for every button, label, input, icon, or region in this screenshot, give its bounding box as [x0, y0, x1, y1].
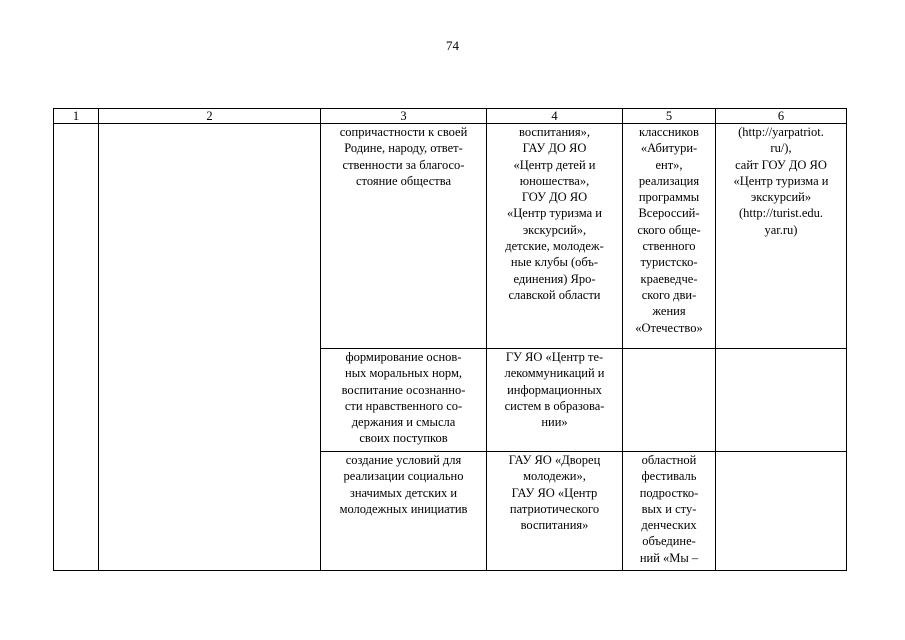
table-cell-col4: [487, 452, 623, 571]
header-cell: 5: [623, 109, 716, 124]
table-cell-col3: [321, 124, 487, 349]
header-cell: 3: [321, 109, 487, 124]
table-cell-col5: [623, 452, 716, 571]
cell-text: ГАУ ЯО «Дворец молодежи», ГАУ ЯО «Центр патриотического воспитания»: [508, 453, 601, 533]
cell-text: областной фестиваль подростко- вых и сту- денческих объедине- ний «Мы –: [639, 453, 699, 565]
table-cell-col5: [623, 349, 716, 452]
table-cell-col6: [716, 349, 847, 452]
table-cell-col4: [487, 349, 623, 452]
header-cell: 2: [99, 109, 321, 124]
cell-text: формирование основ- ных моральных норм, воспитание осознанно- сти нравственного со- держания и смысла своих поступков: [341, 350, 466, 446]
table-cell-col5: [623, 124, 716, 349]
header-cell: 4: [487, 109, 623, 124]
page-number: 74: [446, 38, 459, 53]
table-cell-col3: [321, 452, 487, 571]
table-header-row: [54, 109, 847, 124]
cell-text: создание условий для реализации социально значимых детских и молодежных инициатив: [339, 453, 468, 516]
cell-text: ГУ ЯО «Центр те- лекоммуникаций и информационных систем в образова- нии»: [504, 350, 605, 430]
table-cell-col6: [716, 124, 847, 349]
cell-text: (http://yarpatriot. ru/), сайт ГОУ ДО ЯО «Центр туризма и экскурсий» (http://turist.edu. yar.ru): [733, 125, 829, 237]
cell-text: сопричастности к своей Родине, народу, ответ- ственности за благосо- стояние общества: [339, 125, 468, 188]
table-cell-col3: [321, 349, 487, 452]
table-cell-col4: [487, 124, 623, 349]
document-table: [53, 108, 847, 571]
table-cell-col2: [99, 124, 321, 571]
table-row: [54, 124, 847, 349]
table-cell-col1: [54, 124, 99, 571]
cell-text: воспитания», ГАУ ДО ЯО «Центр детей и юношества», ГОУ ДО ЯО «Центр туризма и экскурсий», детские, молодеж- ные клубы (объ- единения) Яро- славской области: [505, 125, 604, 302]
header-cell: 6: [716, 109, 847, 124]
table-cell-col6: [716, 452, 847, 571]
header-cell: 1: [54, 109, 99, 124]
cell-text: классников «Абитури- ент», реализация программы Всероссий- ского обще- ственного туристско- краеведче- ского дви- жения «Отечество»: [635, 125, 703, 335]
